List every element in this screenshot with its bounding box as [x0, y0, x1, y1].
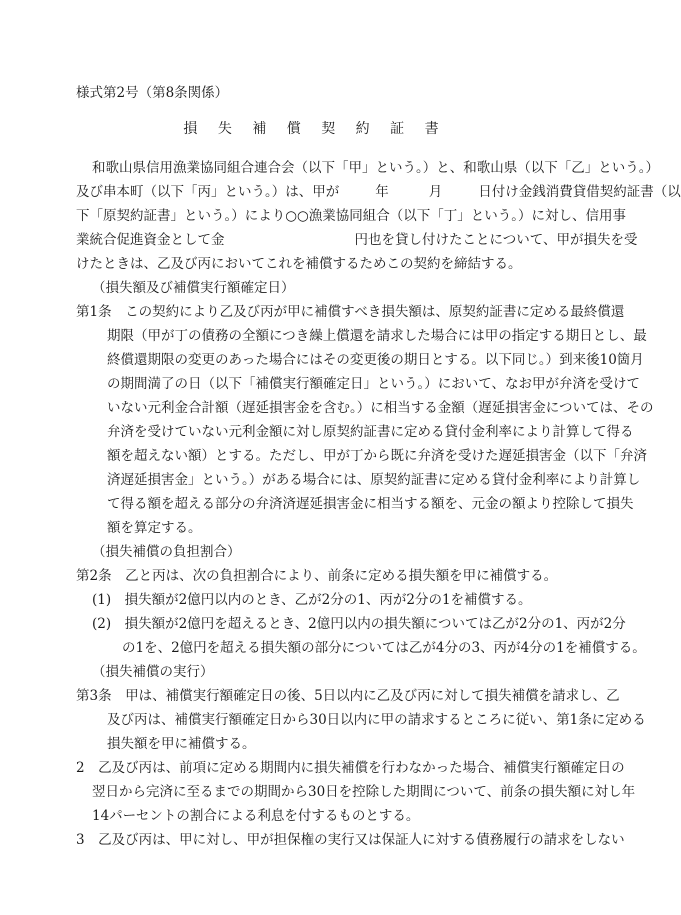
article2-item: (1) 損失額が2億円以内のとき、乙が2分の1、丙が2分の1を補償する。: [92, 592, 532, 608]
article1-line: 期限（甲が丁の債務の全額につき繰上償還を請求した場合には甲の指定する期日とし、最: [107, 328, 647, 344]
form-number: 様式第2号（第8条関係）: [76, 85, 229, 101]
paragraph2-line: 2 乙及び丙は、前項に定める期間内に損失補償を行わなかった場合、補償実行額確定日の: [76, 760, 625, 776]
paragraph2-line: 14パーセントの割合による利息を付するものとする。: [92, 808, 420, 824]
article2-item: (2) 損失額が2億円を超えるとき、2億円以内の損失額については乙が2分の1、丙が2分: [92, 616, 626, 632]
article3-line: 第3条 甲は、補償実行額確定日の後、5日以内に乙及び丙に対して損失補償を請求し、乙: [76, 688, 620, 704]
preamble-line: 下「原契約証書」という。）により○○漁業協同組合（以下「丁」という。）に対し、信用事: [76, 208, 627, 224]
section-heading: （損失補償の実行）: [92, 664, 214, 680]
document-title: 損 失 補 償 契 約 証 書: [183, 121, 447, 137]
article3-line: 及び丙は、補償実行額確定日から30日以内に甲の請求するところに従い、第1条に定める: [107, 712, 646, 728]
article1-line: 第1条 この契約により乙及び丙が甲に補償すべき損失額は、原契約証書に定める最終償還: [76, 304, 625, 320]
article1-line: 済遅延損害金」という。）がある場合には、原契約証書に定める貸付金利率により計算し: [107, 472, 641, 488]
article2-line: 第2条 乙と丙は、次の負担割合により、前条に定める損失額を甲に補償する。: [76, 568, 558, 584]
article1-line: 額を超えない額）とする。ただし、甲が丁から既に弁済を受けた遅延損害金（以下「弁済: [107, 448, 647, 464]
preamble-line: けたときは、乙及び丙においてこれを補償するためこの契約を締結する。: [76, 256, 522, 272]
paragraph3-line: 3 乙及び丙は、甲に対し、甲が担保権の実行又は保証人に対する債務履行の請求をしない: [76, 832, 625, 848]
article1-line: 終償還期限の変更のあった場合にはその変更後の期日とする。以下同じ。）到来後10箇月: [107, 352, 644, 368]
section-heading: （損失補償の負担割合）: [92, 544, 241, 560]
article1-line: 弁済を受けていない元利金額に対し原契約証書に定める貸付金利率により計算して得る: [107, 424, 634, 440]
article3-line: 損失額を甲に補償する。: [107, 736, 256, 752]
article1-line: て得る額を超える部分の弁済済遅延損害金に相当する額を、元金の額より控除して損失: [107, 496, 634, 512]
preamble-line: 業統合促進資金として金 円也を貸し付けたことについて、甲が損失を受: [76, 232, 638, 248]
article1-line: の期間満了の日（以下「補償実行額確定日」という。）において、なお甲が弁済を受けて: [107, 376, 640, 392]
section-heading: （損失額及び補償実行額確定日）: [92, 280, 295, 296]
article1-line: 額を算定する。: [107, 520, 202, 536]
preamble-line: 和歌山県信用漁業協同組合連合会（以下「甲」という。）と、和歌山県（以下「乙」という。）: [92, 160, 659, 176]
article2-item: の1を、2億円を超える損失額の部分については乙が4分の3、丙が4分の1を補償する。: [122, 640, 646, 656]
preamble-line: 及び串本町（以下「丙」という。）は、甲が 年 月 日付け金銭消費貸借契約証書（以: [76, 184, 681, 200]
paragraph2-line: 翌日から完済に至るまでの期間から30日を控除した期間について、前条の損失額に対し年: [92, 784, 636, 800]
article1-line: いない元利金合計額（遅延損害金を含む。）に相当する金額（遅延損害金については、その: [107, 400, 654, 416]
